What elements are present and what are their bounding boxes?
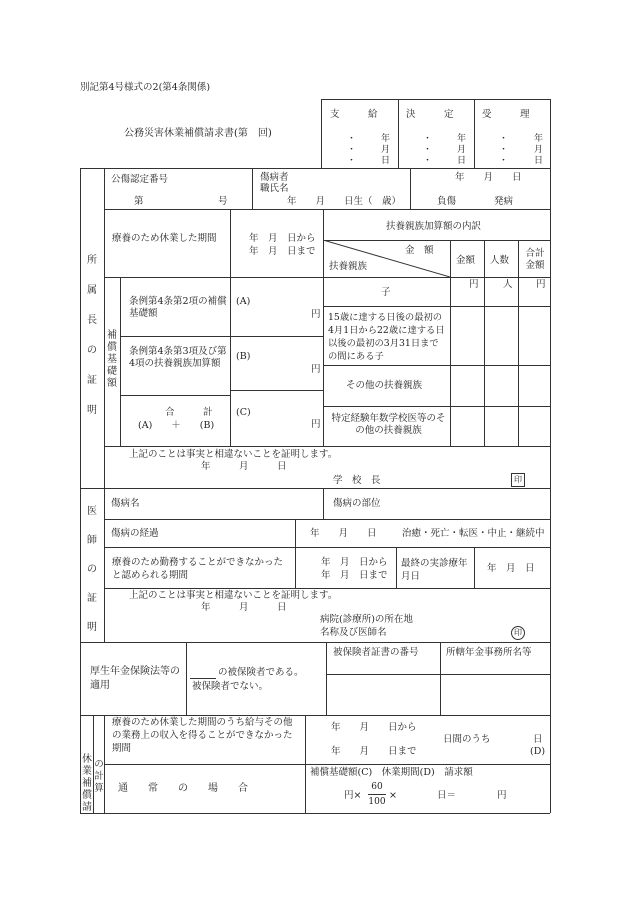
claim-side-label: 休業補償請 bbox=[82, 754, 92, 813]
fraction-numerator: 60 bbox=[371, 782, 383, 792]
doctor-side-label: 医師の証明 bbox=[87, 506, 97, 633]
leave-period-to: 年 月 日まで bbox=[249, 246, 316, 257]
insured-cert-number-label: 被保険者証書の番号 bbox=[333, 647, 419, 658]
claim-side-sublabel: の計算 bbox=[94, 759, 104, 794]
unable-period-from: 年 月 日から bbox=[321, 557, 388, 568]
basic-amount-row1: 条例第4条第2項の補償基礎額 bbox=[129, 296, 227, 319]
leave-period-label: 療養のため休業した期間 bbox=[112, 233, 217, 244]
hospital-name-label: 名称及び医師名 bbox=[320, 627, 387, 638]
page: 別記第4号様式の2(第4条関係) 公務災害休業補償請求書(第 回) 支 給 決 定 受 理 ・ 年 ・ 月 ・ 日 ・ 年 ・ 月 ・ 日 ・ 年 ・ 月 ・ 日 所属長の証明 公傷認定番号 第 号 傷病者 職氏名 年 月 日生（ 歳） 年 月 日 負傷 発病 療養のため休業した期間 年 月 日から 年 月 日まで 扶養親族加算額の内訳 金 額 扶養親族 金額 人数 合計金額 子 円 人 円 15歳に達する日後の最初の4月1日から22歳に達する日以後の最初の3月31日までの間にある子 その他の扶養親族 特定経験年数学校医等のその他の扶養親族 補償基礎額 条例第4条第2項の補償基礎額 (A) 円 条例第4条第3項及び第4項の扶養親族加算額 (B) 円 合 計 (A) ＋ (B) (C) 円 上記のことは事実と相違ないことを証明します。 年 月 日 学 校 長 印 医師の証明 傷病名 傷病の部位 傷病の経過 年 月 日 治癒・死亡・転医・中止・継続中 療養のため勤務することができなかったと認められる期間 年 月 日から 年 月 日まで 最終の実診療年月日 年 月 日 上記のことは事実と相違ないことを証明します。 年 月 日 病院(診療所)の所在地 名称及び医師名 印 厚生年金保険法等の適用 の被保険者である。 被保険者でない。 被保険者証書の番号 所轄年金事務所名等 休業補償請 の計算 療養のため休業した期間のうち給与その他の業務上の収入を得ることができなかった期間 年 月 日から 年 月 日まで 日間のうち 日 (D) 通 常 の 場 合 補償基礎額(C) 休業期間(D) 請求額 円× 60 100 × 日＝ 円 bbox=[0, 0, 630, 903]
last-visit-label: 最終の実診療年月日 bbox=[401, 558, 468, 582]
claim-mark-d: (D) bbox=[530, 746, 546, 757]
col-count: 人数 bbox=[490, 255, 510, 266]
claim-formula-header: 補償基礎額(C) 休業期間(D) 請求額 bbox=[310, 767, 473, 778]
school-certify-text: 上記のことは事実と相違ないことを証明します。 bbox=[129, 449, 338, 460]
disease-name-label: 傷病名 bbox=[111, 498, 140, 509]
disease-course-date: 年 月 日 bbox=[310, 528, 377, 539]
disease-course-status: 治癒・死亡・転医・中止・継続中 bbox=[402, 528, 545, 539]
col-total: 合計金額 bbox=[525, 248, 545, 271]
basic-amount-row2: 条例第4条第3項及び第4項の扶養親族加算額 bbox=[129, 346, 227, 369]
unable-period-label: 療養のため勤務することができなかったと認められる期間 bbox=[112, 557, 284, 581]
special-dependents-label: 特定経験年数学校医等のその他の扶養親族 bbox=[331, 413, 446, 436]
pension-insured-status: の被保険者である。 bbox=[218, 667, 304, 678]
approval-decision-label: 決 定 bbox=[406, 109, 454, 120]
claim-period-to: 年 月 日まで bbox=[331, 746, 417, 757]
injured-person-label: 傷病者 bbox=[260, 172, 289, 183]
fraction-denominator: 100 bbox=[368, 797, 386, 807]
disease-course-label: 傷病の経過 bbox=[111, 528, 159, 539]
claim-period-from: 年 月 日から bbox=[331, 722, 417, 733]
doctor-certify-text: 上記のことは事実と相違ないことを証明します。 bbox=[129, 590, 338, 601]
pension-office-label: 所轄年金事務所名等 bbox=[446, 647, 532, 658]
school-side-label: 所属長の証明 bbox=[87, 255, 97, 416]
school-certify-date: 年 月 日 bbox=[201, 461, 287, 472]
dependent-breakdown-header: 扶養親族加算額の内訳 bbox=[386, 221, 482, 232]
form-reference: 別記第4号様式の2(第4条関係) bbox=[80, 82, 211, 93]
basic-amount-formula: (A) ＋ (B) bbox=[138, 420, 215, 431]
basic-amount-vertical-label: 補償基礎額 bbox=[107, 330, 117, 389]
approval-receipt-label: 受 理 bbox=[482, 109, 530, 120]
other-dependents-label: その他の扶養親族 bbox=[346, 380, 423, 391]
birth-date-label: 年 月 日生（ 歳） bbox=[287, 196, 402, 207]
leave-period-from: 年 月 日から bbox=[249, 233, 316, 244]
normal-case-label: 通 常 の 場 合 bbox=[118, 783, 248, 794]
unable-period-to: 年 月 日まで bbox=[321, 570, 388, 581]
form-title: 公務災害休業補償請求書(第 回) bbox=[124, 128, 272, 139]
hospital-address-label: 病院(診療所)の所在地 bbox=[320, 614, 413, 625]
last-visit-date: 年 月 日 bbox=[487, 563, 535, 574]
cert-number-label: 公傷認定番号 bbox=[111, 174, 169, 185]
child-label: 子 bbox=[381, 287, 391, 298]
doctor-certify-date: 年 月 日 bbox=[201, 602, 287, 613]
seal-round-icon: 印 bbox=[511, 626, 525, 640]
claim-days-of: 日間のうち bbox=[443, 734, 491, 745]
principal-label: 学 校 長 bbox=[333, 475, 381, 486]
basic-amount-total-label: 合 計 bbox=[165, 407, 213, 418]
pension-label: 厚生年金保険法等の適用 bbox=[90, 666, 180, 691]
injury-onset-label: 負傷 発病 bbox=[437, 196, 514, 207]
col-amount: 金額 bbox=[456, 255, 476, 266]
seal-square-icon: 印 bbox=[511, 473, 525, 487]
approval-payment-label: 支 給 bbox=[330, 109, 378, 120]
child-15-22-label: 15歳に達する日後の最初の4月1日から22歳に達する日以後の最初の3月31日までの間にある子 bbox=[328, 312, 445, 362]
pension-not-insured-status: 被保険者でない。 bbox=[192, 681, 269, 692]
injury-date-label: 年 月 日 bbox=[455, 172, 522, 183]
claim-period-description: 療養のため休業した期間のうち給与その他の業務上の収入を得ることができなかった期間 bbox=[112, 717, 293, 754]
disease-site-label: 傷病の部位 bbox=[333, 498, 381, 509]
